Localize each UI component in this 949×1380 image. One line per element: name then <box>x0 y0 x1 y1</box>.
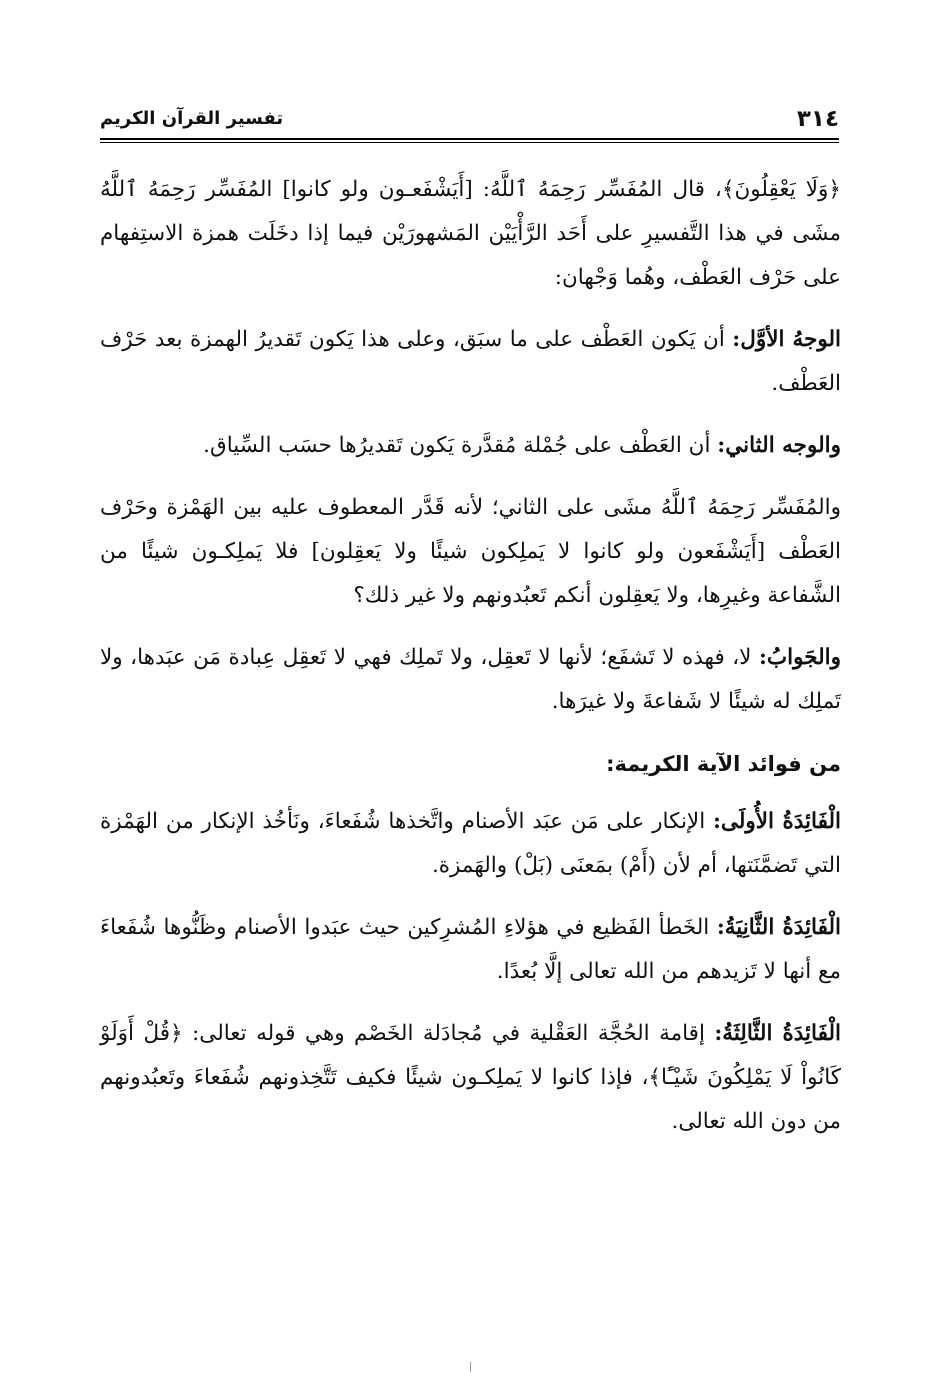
page-header <box>100 100 839 134</box>
benefit-lead: الْفَائِدَةُ الأُولَى: <box>713 809 841 834</box>
benefit-text: الإنكار على مَن عبَد الأصنام واتَّخذها شُفَعاءَ، ونَأخُذ الإنكار من الهَمْزة التي تَضمَّنَتها، أم لأن (أَمْ) بمَعنَى (بَلْ) والهَمزة. <box>100 809 841 878</box>
benefit-third <box>100 1012 841 1144</box>
benefit-second <box>100 906 841 994</box>
paragraph-text: ﴿وَلَا يَعْقِلُونَ﴾، قال المُفَسِّر رَحِمَهُ ٱللَّهُ: [أَيَشْفَعـون ولو كانوا] المُفَسِّر رَحِمَهُ ٱللَّهُ مشَى في هذا التَّفسيرِ على أَحَد الرَّأْيَيْن المَشهورَيْن فيما إذا دخَلَت همزة الاستِفهام على حَرْف العَطْف، وهُما وَجْهان: <box>100 177 841 290</box>
header-rule-thin <box>100 142 839 143</box>
section-title: من فوائد الآية الكريمة: <box>606 752 841 776</box>
page-number: ٣١٤ <box>796 106 839 132</box>
body-text <box>100 168 841 1162</box>
benefit-first <box>100 800 841 888</box>
benefit-text: إقامة الحُجَّة العَقْلية في مُجادَلة الخَصْم وهي قوله تعالى: ﴿قُلْ أَوَلَوْ كَانُواْ لَا يَمْلِكُونَ شَيْـًٔا﴾، فإذا كانوا لا يَملِكـون شيئًا فكيف تَتَّخِذونهم شُفَعاءَ وتَعبُدونهم من دون الله تعالى. <box>100 1021 841 1134</box>
paragraph-lead: والوجه الثاني: <box>717 433 841 458</box>
paragraph-text: لا، فهذه لا تَشفَع؛ لأنها لا تَعقِل، ولا تَملِك فهي لا تَعقِل عِبادة مَن عبَدها، ولا تَملِك له شيئًا لا شَفاعةَ ولا غيرَها. <box>100 645 841 714</box>
paragraph-lead: الوجهُ الأوَّل: <box>732 327 842 352</box>
paragraph-lead: والجَوابُ: <box>758 645 841 670</box>
scan-mark <box>470 1362 473 1372</box>
paragraph-first-view <box>100 318 841 406</box>
benefit-lead: الْفَائِدَةُ الثَّانِيَةُ: <box>716 915 842 940</box>
paragraph-answer <box>100 636 841 724</box>
benefit-text: الخَطأ الفَظيع في هؤلاءِ المُشرِكين حيث عبَدوا الأصنام وظَنُّوها شُفَعاءَ مع أنها لا تَزيدهم من الله تعالى إلَّا بُعدًا. <box>100 915 841 984</box>
paragraph-text: أن يَكون العَطْف على ما سبَق، وعلى هذا يَكون تَقديرُ الهمزة بعد حَرْف العَطْف. <box>100 327 841 396</box>
header-rule <box>100 138 839 140</box>
paragraph-text: أن العَطْف على جُمْلة مُقدَّرة يَكون تَقديرُها حسَب السِّياق. <box>203 433 718 458</box>
paragraph-commentary <box>100 486 841 618</box>
paragraph-text: والمُفَسِّر رَحِمَهُ ٱللَّهُ مشَى على الثاني؛ لأنه قَدَّر المعطوف عليه بين الهَمْزة وحَرْف العَطْف [أَيَشْفَعون ولو كانوا لا يَملِكون شيئًا ولا يَعقِلون] فلا يَملِكـون شيئًا من الشَّفاعة وغيرِها، ولا يَعقِلون أنكم تَعبُدونهم ولا غير ذلك؟ <box>100 495 841 608</box>
benefit-lead: الْفَائِدَةُ الثَّالِثَةُ: <box>714 1021 841 1046</box>
paragraph-second-view <box>100 424 841 468</box>
paragraph-intro <box>100 168 841 300</box>
running-title: تفسير القرآن الكريم <box>100 108 284 129</box>
